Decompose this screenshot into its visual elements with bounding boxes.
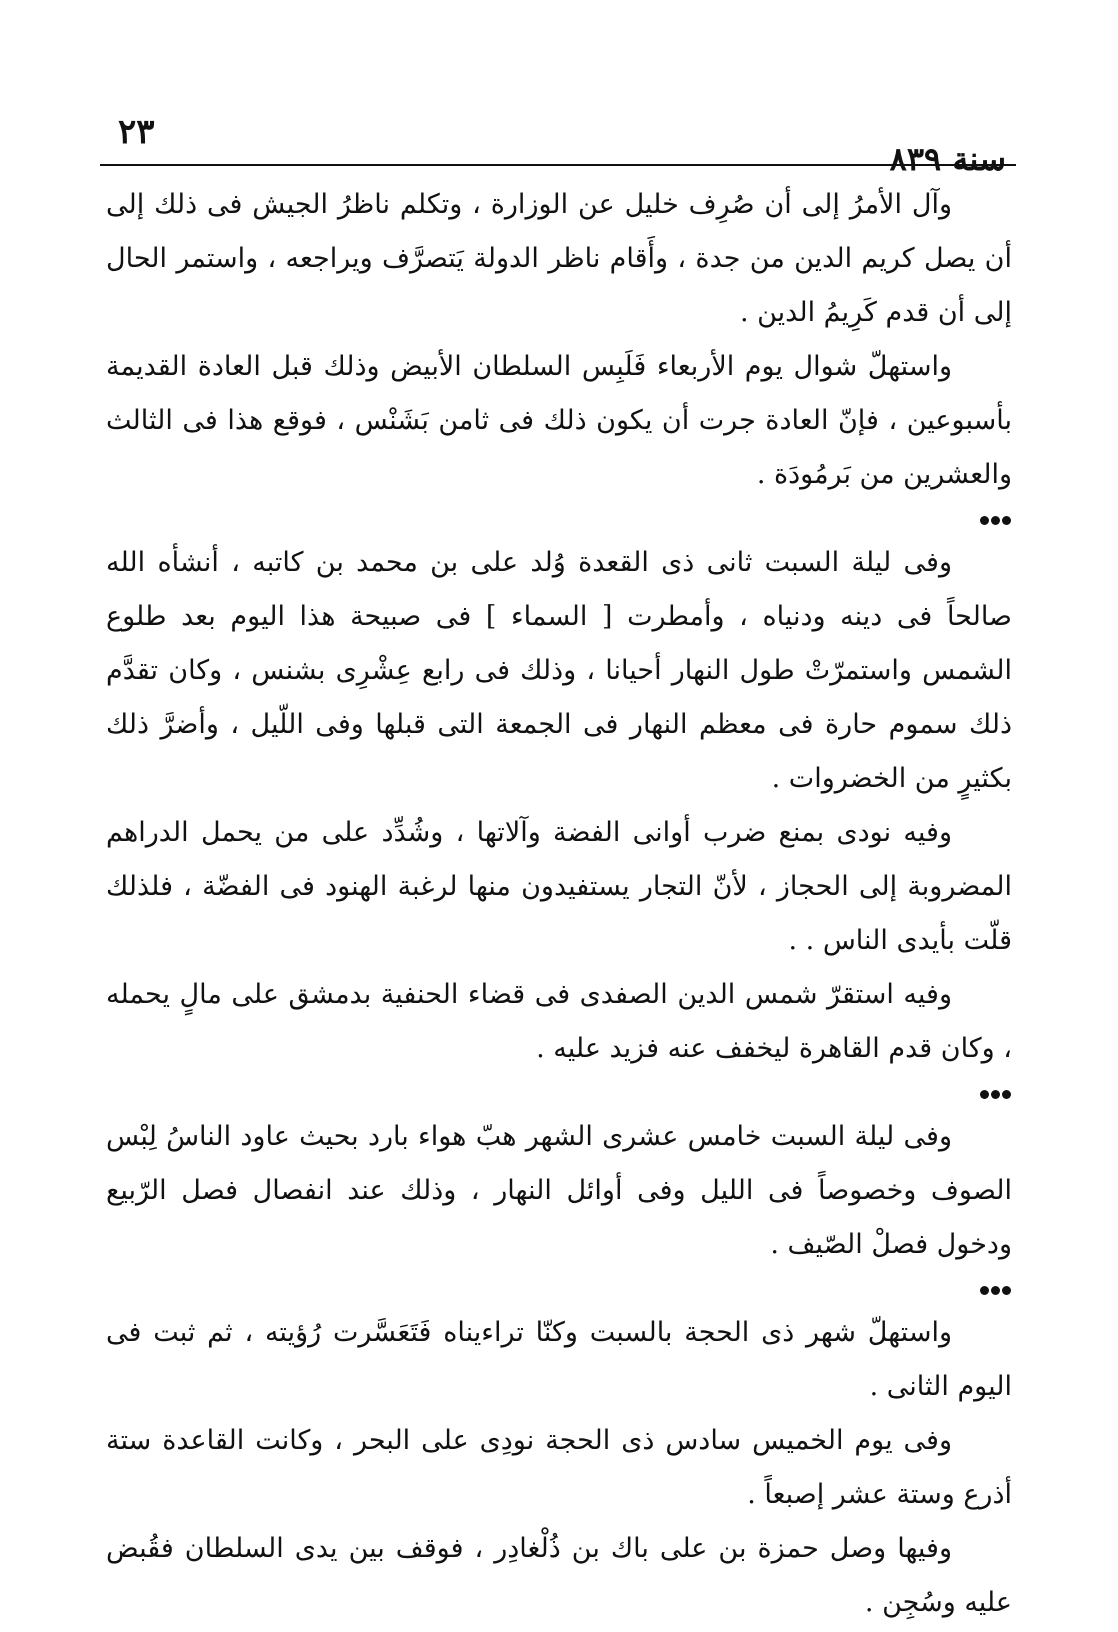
paragraph: وفيها وصل حمزة بن على باك بن ذُلْغادِر ، فوقف بين يدى السلطان فقُبض عليه وسُجِن . [106, 1533, 1012, 1618]
main-text [106, 178, 1012, 1632]
paragraph: واستهلّ شهر ذى الحجة بالسبت وكنّا تراءيناه فَتَعَسَّرت رُؤيته ، ثم ثبت فى اليوم الثانى . [106, 1317, 1012, 1402]
separator-dot-icon [1002, 1090, 1011, 1099]
paragraph: وفيه نودى بمنع ضرب أوانى الفضة وآلاتها ، وشُدِّد على من يحمل الدراهم المضروبة إلى الحجاز ، لأنّ التجار يستفيدون منها لرغبة الهنود فى الفضّة ، فلذلك قلّت بأيدى الناس . . [106, 817, 1012, 956]
separator-dot-icon [991, 1090, 1000, 1099]
paragraph: وفى ليلة السبت ثانى ذى القعدة وُلد على بن محمد بن كاتبه ، أنشأه الله صالحاً فى دينه ودنياه ، وأمطرت [ السماء ] فى صبيحة هذا اليوم بعد طلوع الشمس واستمرّتْ طول النهار أحيانا ، وذلك فى رابع عِشْرِى بشنس ، وكان تقدَّم ذلك سموم حارة فى معظم النهار فى الجمعة التى قبلها وفى اللّيل ، وأضرَّ ذلك بكثيرٍ من الخضروات . [106, 547, 1012, 794]
paragraph: واستهلّ شوال يوم الأربعاء فَلَبِس السلطان الأبيض وذلك قبل العادة القديمة بأسبوعين ، فإنّ العادة جرت أن يكون ذلك فى ثامن بَشَنْس ، فوقع هذا فى الثالث والعشرين من بَرمُودَة . [106, 351, 1012, 490]
separator-dot-icon [980, 1090, 989, 1099]
separator-dot-icon [991, 516, 1000, 525]
section-separator [106, 502, 1012, 536]
paragraph: وفيه استقرّ شمس الدين الصفدى فى قضاء الحنفية بدمشق على مالٍ يحمله ، وكان قدم القاهرة ليخفف عنه فزيد عليه . [106, 979, 1012, 1064]
separator-dot-icon [991, 1286, 1000, 1295]
page-number: ٢٣ [118, 112, 155, 152]
running-head: سنة ٨٣٩ [889, 140, 1006, 178]
separator-dot-icon [980, 1286, 989, 1295]
section-separator [106, 1076, 1012, 1110]
header-rule [100, 164, 1016, 166]
paragraph: وفى ليلة السبت خامس عشرى الشهر هبّ هواء بارد بحيث عاود الناسُ لِبْس الصوف وخصوصاً فى الليل وفى أوائل النهار ، وذلك عند انفصال فصل الرّبيع ودخول فصلْ الصّيف . [106, 1121, 1012, 1260]
separator-dot-icon [1002, 516, 1011, 525]
paragraph: وآل الأمرُ إلى أن صُرِف خليل عن الوزارة ، وتكلم ناظرُ الجيش فى ذلك إلى أن يصل كريم الدين من جدة ، وأَقام ناظر الدولة يَتصرَّف ويراجعه ، واستمر الحال إلى أن قدم كَرِيمُ الدين . [106, 189, 1012, 328]
paragraph: وفى يوم الخميس سادس ذى الحجة نودِى على البحر ، وكانت القاعدة ستة أذرع وستة عشر إصبعاً . [106, 1425, 1012, 1510]
separator-dot-icon [1002, 1286, 1011, 1295]
separator-dot-icon [980, 516, 989, 525]
section-separator [106, 1272, 1012, 1306]
